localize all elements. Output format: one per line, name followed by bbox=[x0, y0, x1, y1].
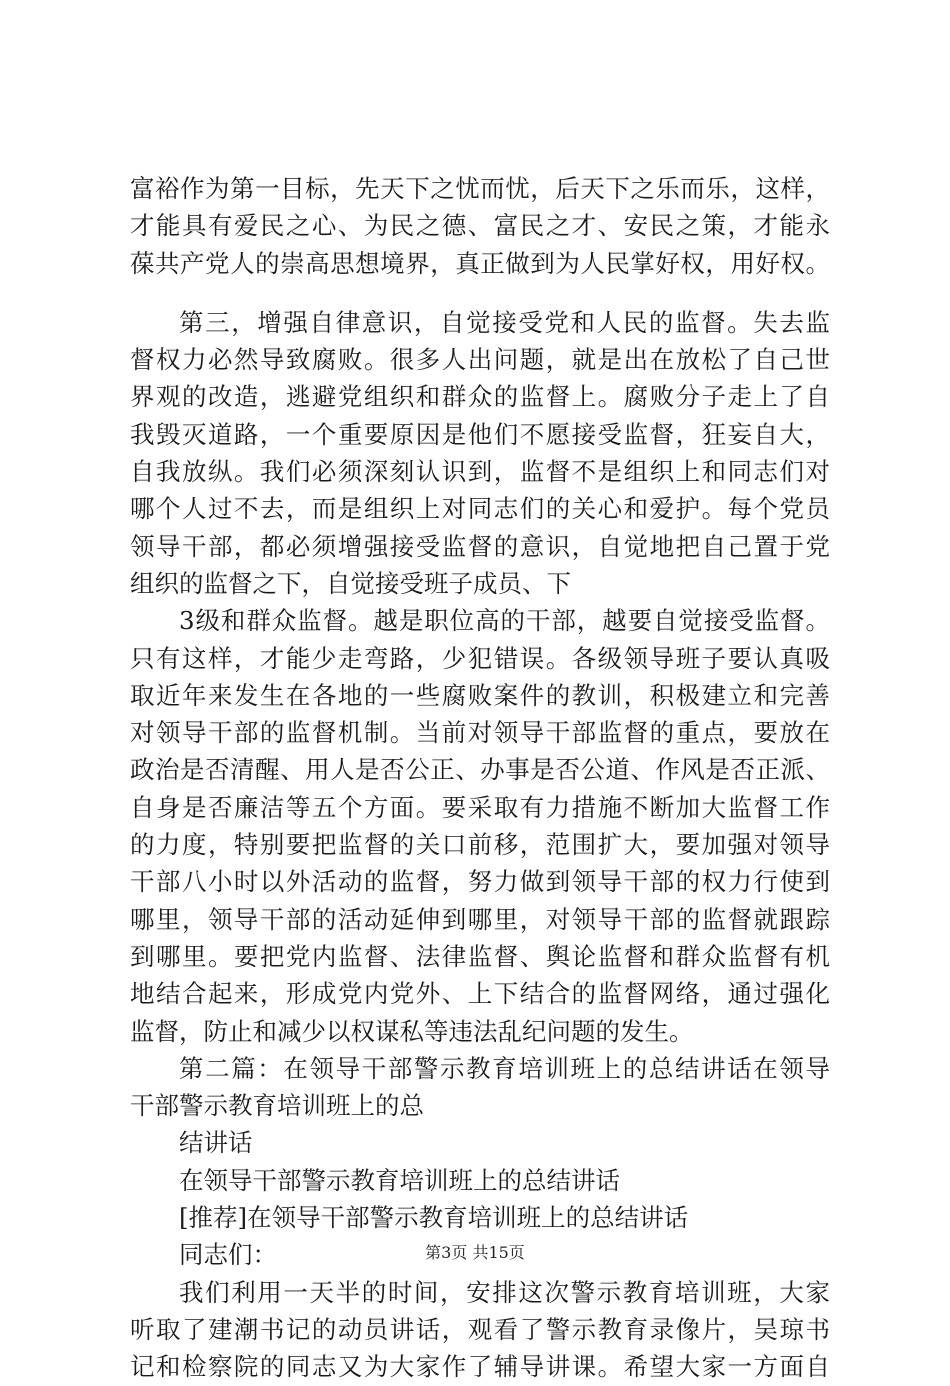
section-heading bbox=[130, 1050, 830, 1125]
text-line: 葆共产党人的崇高思想境界，真正做到为人民掌好权，用好权。 bbox=[130, 248, 830, 278]
text-line: 才能具有爱民之心、为民之德、富民之才、安民之策，才能永 bbox=[130, 211, 830, 241]
text-line: 的力度，特别要把监督的关口前移，范围扩大，要加强对领导 bbox=[130, 830, 830, 860]
paragraph-spacer bbox=[130, 282, 830, 304]
text-line: 监督，防止和减少以权谋私等违法乱纪问题的发生。 bbox=[130, 1016, 694, 1046]
text-line: 我们利用一天半的时间，安排这次警示教育培训班，大家 bbox=[179, 1277, 830, 1307]
text-line: 自我放纵。我们必须深刻认识到，监督不是组织上和同志们对 bbox=[130, 457, 830, 487]
text-line: 记和检察院的同志又为大家作了辅导讲课。希望大家一方面自 bbox=[130, 1352, 830, 1382]
document-body bbox=[130, 170, 830, 1386]
text-line: 第二篇：在领导干部警示教育培训班上的总结讲话在领导 bbox=[179, 1053, 830, 1083]
text-line: 富裕作为第一目标，先天下之忧而忧，后天下之乐而乐，这样， bbox=[130, 174, 830, 203]
page-number: 第3页 共15页 bbox=[425, 1243, 525, 1262]
text-line: 对领导干部的监督机制。当前对领导干部监督的重点，要放在 bbox=[130, 718, 830, 748]
paragraph bbox=[130, 170, 830, 282]
text-line: 只有这样，才能少走弯路，少犯错误。各级领导班子要认真吸 bbox=[130, 643, 830, 673]
paragraph bbox=[130, 602, 830, 1050]
text-line: 领导干部，都必须增强接受监督的意识，自觉地把自己置于党 bbox=[130, 531, 830, 561]
text-line: 哪个人过不去，而是组织上对同志们的关心和爱护。每个党员 bbox=[130, 494, 830, 524]
text-line: 干部警示教育培训班上的总 bbox=[130, 1091, 424, 1121]
text-line: 组织的监督之下，自觉接受班子成员、下 bbox=[130, 568, 571, 598]
text-line: 界观的改造，逃避党组织和群众的监督上。腐败分子走上了自 bbox=[130, 382, 830, 412]
salutation: 同志们： bbox=[179, 1240, 277, 1270]
document-title: [推荐]在领导干部警示教育培训班上的总结讲话 bbox=[179, 1203, 689, 1233]
text-line: 第三，增强自律意识，自觉接受党和人民的监督。失去监 bbox=[179, 307, 830, 337]
paragraph bbox=[130, 1274, 830, 1386]
text-line: 结讲话 bbox=[179, 1128, 253, 1158]
text-line: 督权力必然导致腐败。很多人出问题，就是出在放松了自己世 bbox=[130, 345, 830, 375]
text-line: 政治是否清醒、用人是否公正、办事是否公道、作风是否正派、 bbox=[130, 755, 830, 785]
text-line: 干部八小时以外活动的监督，努力做到领导干部的权力行使到 bbox=[130, 867, 830, 897]
text-line: 听取了建潮书记的动员讲话，观看了警示教育录像片，吴琼书 bbox=[130, 1314, 830, 1344]
text-line: 地结合起来，形成党内党外、上下结合的监督网络，通过强化 bbox=[130, 979, 830, 1009]
document-title: 在领导干部警示教育培训班上的总结讲话 bbox=[179, 1165, 620, 1195]
paragraph bbox=[130, 304, 830, 602]
text-line: 到哪里。要把党内监督、法律监督、舆论监督和群众监督有机 bbox=[130, 941, 830, 971]
text-line: 3级和群众监督。越是职位高的干部，越要自觉接受监督。 bbox=[179, 606, 830, 636]
text-line: 自身是否廉洁等五个方面。要采取有力措施不断加大监督工作 bbox=[130, 792, 830, 822]
text-line: 我毁灭道路，一个重要原因是他们不愿接受监督，狂妄自大， bbox=[130, 419, 830, 449]
text-line: 哪里，领导干部的活动延伸到哪里，对领导干部的监督就跟踪 bbox=[130, 904, 830, 934]
text-line: 取近年来发生在各地的一些腐败案件的教训，积极建立和完善 bbox=[130, 680, 830, 710]
